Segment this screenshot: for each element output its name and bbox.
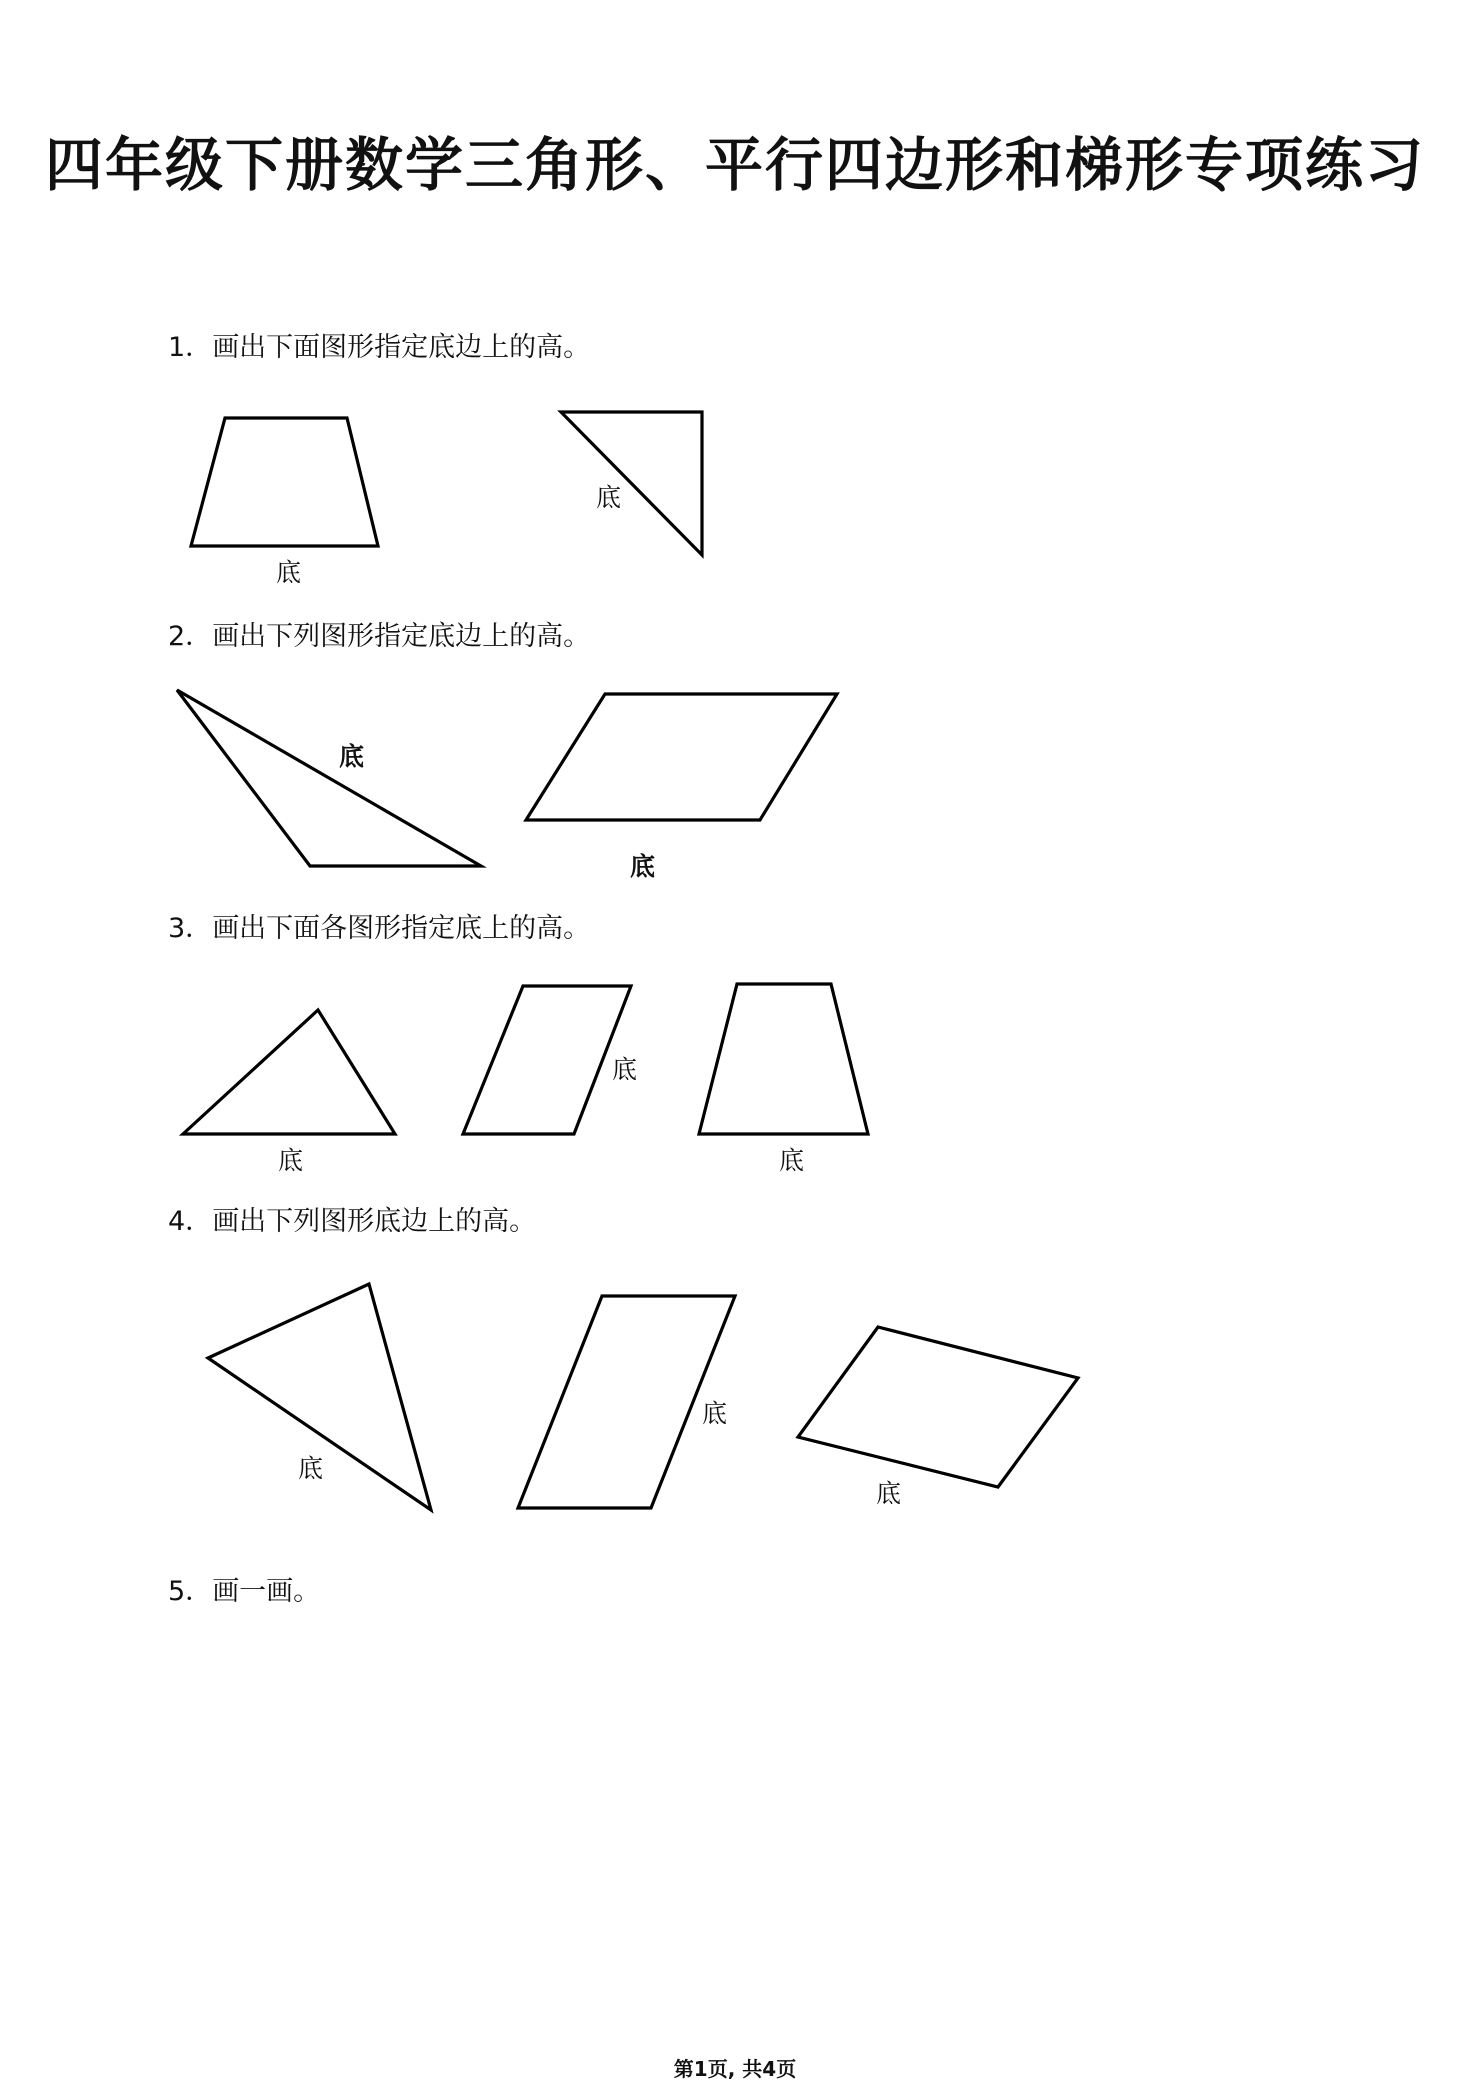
base-label: 底 [702,1399,728,1428]
question-text: 画出下面图形指定底边上的高。 [212,332,591,363]
question-number: 3． [168,913,213,944]
question-number: 5． [168,1576,213,1607]
q4-quadrilateral [798,1327,1078,1487]
page-title: 四年级下册数学三角形、平行四边形和梯形专项练习 [44,131,1425,199]
question-number: 4． [168,1206,213,1237]
question-number: 2． [168,621,213,652]
question-text: 画出下列图形指定底边上的高。 [212,621,591,652]
base-label: 底 [596,483,622,512]
base-label: 底 [630,852,656,881]
q3-triangle [183,1010,395,1134]
q1-trapezoid [191,418,378,546]
q2-obtuse-triangle [177,690,481,866]
q3-parallelogram [463,986,631,1134]
q2-parallelogram [526,694,837,820]
page-footer: 第1页, 共4页 [673,2057,797,2081]
question-text: 画出下面各图形指定底上的高。 [212,913,591,944]
base-label: 底 [276,558,302,587]
base-label: 底 [339,742,365,771]
base-label: 底 [298,1454,324,1483]
q3-trapezoid [699,984,868,1134]
question-text: 画出下列图形底边上的高。 [212,1206,537,1237]
base-label: 底 [278,1146,304,1175]
base-label: 底 [876,1479,902,1508]
question-text: 画一画。 [212,1576,321,1607]
question-number: 1． [168,332,213,363]
base-label: 底 [779,1146,805,1175]
base-label: 底 [612,1055,638,1084]
q1-right-triangle [561,412,702,555]
